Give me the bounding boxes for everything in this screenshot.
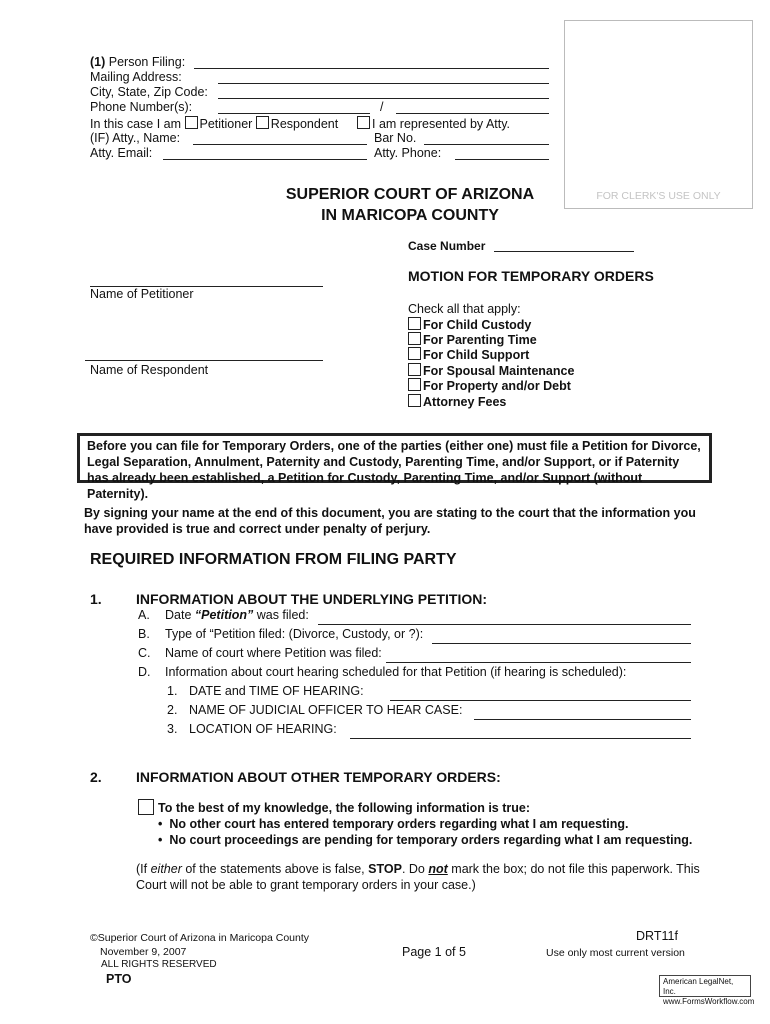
court-title-line1: SUPERIOR COURT OF ARIZONA — [285, 186, 535, 203]
bar-no-label: Bar No. — [374, 131, 417, 145]
check-all-label: Check all that apply: — [408, 302, 521, 316]
note-part: (If — [136, 862, 148, 876]
notice-box: Before you can file for Temporary Orders, one of the parties (either one) must file a Petition for Divorce, Legal Separation, Annulment, Paternity and Custody, Parenting Time, and/or Support, or if Paternity has already been established, a Petition for Custody, Parenting Time, and/or Support (without Paternity). — [77, 433, 712, 483]
petitioner-label: Petitioner — [199, 117, 253, 131]
item-d3-number: 3. — [167, 722, 178, 736]
section2-title: INFORMATION ABOUT OTHER TEMPORARY ORDERS: — [136, 769, 501, 785]
item-a-post: was filed: — [256, 608, 309, 622]
signing-statement: By signing your name at the end of this document, you are stating to the court that the information you have provided is true and correct under penalty of perjury. — [84, 506, 696, 536]
in-this-case-label: In this case I am — [90, 117, 182, 131]
respondent-checkbox[interactable] — [256, 116, 269, 129]
option-label: For Child Custody — [423, 318, 532, 332]
item-d2-number: 2. — [167, 703, 178, 717]
judicial-officer-field[interactable] — [474, 719, 691, 720]
date-petition-filed-field[interactable] — [318, 624, 691, 625]
item-b-letter: B. — [138, 627, 150, 641]
footer-form-code: DRT11f — [636, 929, 678, 943]
name-of-respondent-label: Name of Respondent — [90, 363, 209, 377]
bullet-dot: • — [158, 833, 163, 847]
phone-number-field-2[interactable] — [396, 113, 549, 114]
bullet-1-text: No other court has entered temporary orders regarding what I am requesting. — [169, 817, 629, 831]
option-parenting-time[interactable] — [408, 332, 537, 347]
footer-date: November 9, 2007 — [100, 946, 187, 958]
option-child-custody[interactable] — [408, 317, 531, 332]
logo-line2: www.FormsWorkflow.com — [663, 997, 755, 1006]
atty-phone-label: Atty. Phone: — [374, 146, 442, 160]
atty-name-label: (IF) Atty., Name: — [90, 131, 181, 145]
bar-no-field[interactable] — [424, 144, 549, 145]
footer-page-number: Page 1 of 5 — [402, 945, 466, 959]
checkbox[interactable] — [408, 317, 421, 330]
atty-email-field[interactable] — [163, 159, 367, 160]
item-d2-text: NAME OF JUDICIAL OFFICER TO HEAR CASE: — [189, 703, 463, 717]
option-label: For Spousal Maintenance — [423, 364, 575, 378]
item-a-letter: A. — [138, 608, 150, 622]
clerk-use-label: FOR CLERK'S USE ONLY — [596, 190, 721, 202]
hearing-date-time-field[interactable] — [390, 700, 691, 701]
option-label: For Property and/or Debt — [423, 379, 571, 393]
petition-type-field[interactable] — [432, 643, 691, 644]
item-d3-text: LOCATION OF HEARING: — [189, 722, 337, 736]
checkbox[interactable] — [408, 378, 421, 391]
option-label: For Parenting Time — [423, 333, 537, 347]
option-label: For Child Support — [423, 348, 530, 362]
item-d1-text: DATE and TIME OF HEARING: — [189, 684, 364, 698]
bullet-2-text: No court proceedings are pending for temporary orders regarding what I am requesting. — [169, 833, 693, 847]
required-info-title: REQUIRED INFORMATION FROM FILING PARTY — [90, 551, 457, 568]
atty-email-label: Atty. Email: — [90, 146, 153, 160]
motion-title: MOTION FOR TEMPORARY ORDERS — [408, 268, 654, 284]
item-c-text: Name of court where Petition was filed: — [165, 646, 382, 660]
case-number-label: Case Number — [408, 239, 486, 253]
note-part: . Do — [401, 862, 425, 876]
respondent-label: Respondent — [270, 117, 339, 131]
footer-use-only: Use only most current version — [546, 947, 685, 959]
person-filing-label: Person Filing: — [108, 55, 186, 69]
footer-rights: ALL RIGHTS RESERVED — [101, 959, 217, 970]
atty-phone-field[interactable] — [455, 159, 549, 160]
item-a-pre: Date — [165, 608, 192, 622]
section1-title: INFORMATION ABOUT THE UNDERLYING PETITION: — [136, 591, 488, 607]
petitioner-checkbox[interactable] — [185, 116, 198, 129]
person-filing-number: (1) — [90, 55, 106, 69]
checkbox[interactable] — [408, 363, 421, 376]
note-stop: STOP — [368, 862, 402, 876]
item-b-text: Type of “Petition filed: (Divorce, Custody, or ?): — [165, 627, 424, 641]
person-filing-field[interactable] — [194, 68, 549, 69]
item-d1-number: 1. — [167, 684, 178, 698]
true-statement-text: To the best of my knowledge, the following information is true: — [158, 801, 530, 815]
note-part: mark the box; do not file this paperwork. This — [451, 862, 700, 876]
represented-label: I am represented by Atty. — [372, 117, 511, 131]
bullet-1 — [158, 817, 628, 831]
respondent-name-field[interactable] — [85, 360, 323, 361]
party-role-row — [90, 116, 338, 131]
true-statement-checkbox[interactable] — [138, 799, 154, 815]
option-label: Attorney Fees — [423, 395, 507, 409]
item-a-em: “Petition” — [194, 608, 254, 622]
phone-numbers-label: Phone Number(s): — [90, 100, 193, 114]
note-either: either — [150, 862, 182, 876]
mailing-address-field[interactable] — [218, 83, 549, 84]
bullet-2 — [158, 833, 692, 847]
checkbox[interactable] — [408, 332, 421, 345]
court-name-field[interactable] — [386, 662, 691, 663]
case-number-field[interactable] — [494, 251, 634, 252]
checkbox[interactable] — [408, 347, 421, 360]
section1-number: 1. — [90, 591, 102, 607]
note-not: not — [428, 862, 448, 876]
city-state-zip-field[interactable] — [218, 98, 549, 99]
represented-row — [357, 116, 510, 131]
logo-line1: American LegalNet, Inc. — [663, 977, 734, 996]
mailing-address-label: Mailing Address: — [90, 70, 182, 84]
section2-number: 2. — [90, 769, 102, 785]
item-d-text: Information about court hearing scheduled for that Petition (if hearing is scheduled): — [165, 665, 627, 679]
footer-pto: PTO — [106, 972, 132, 986]
city-state-zip-label: City, State, Zip Code: — [90, 85, 208, 99]
option-property-debt[interactable] — [408, 378, 571, 393]
stop-note-line2: Court will not be able to grant temporary orders in your case.) — [136, 878, 476, 892]
clerk-use-box — [564, 20, 753, 209]
footer-copyright: ©Superior Court of Arizona in Maricopa County — [90, 932, 310, 944]
bullet-dot: • — [158, 817, 163, 831]
name-of-petitioner-label: Name of Petitioner — [90, 287, 194, 301]
note-part: of the statements above is false, — [185, 862, 365, 876]
person-filing-row — [90, 55, 185, 69]
court-title-line2: IN MARICOPA COUNTY — [321, 207, 499, 224]
option-child-support[interactable] — [408, 347, 529, 362]
item-a-text — [165, 608, 309, 622]
atty-name-field[interactable] — [193, 144, 367, 145]
stop-note-line1 — [136, 862, 700, 876]
checkbox[interactable] — [408, 394, 421, 407]
forms-workflow-logo — [659, 975, 755, 1006]
item-d-letter: D. — [138, 665, 151, 679]
option-attorney-fees[interactable] — [408, 394, 506, 409]
item-c-letter: C. — [138, 646, 151, 660]
phone-number-field-1[interactable] — [218, 113, 370, 114]
represented-checkbox[interactable] — [357, 116, 370, 129]
option-spousal-maintenance[interactable] — [408, 363, 574, 378]
phone-separator: / — [380, 100, 384, 114]
hearing-location-field[interactable] — [350, 738, 691, 739]
